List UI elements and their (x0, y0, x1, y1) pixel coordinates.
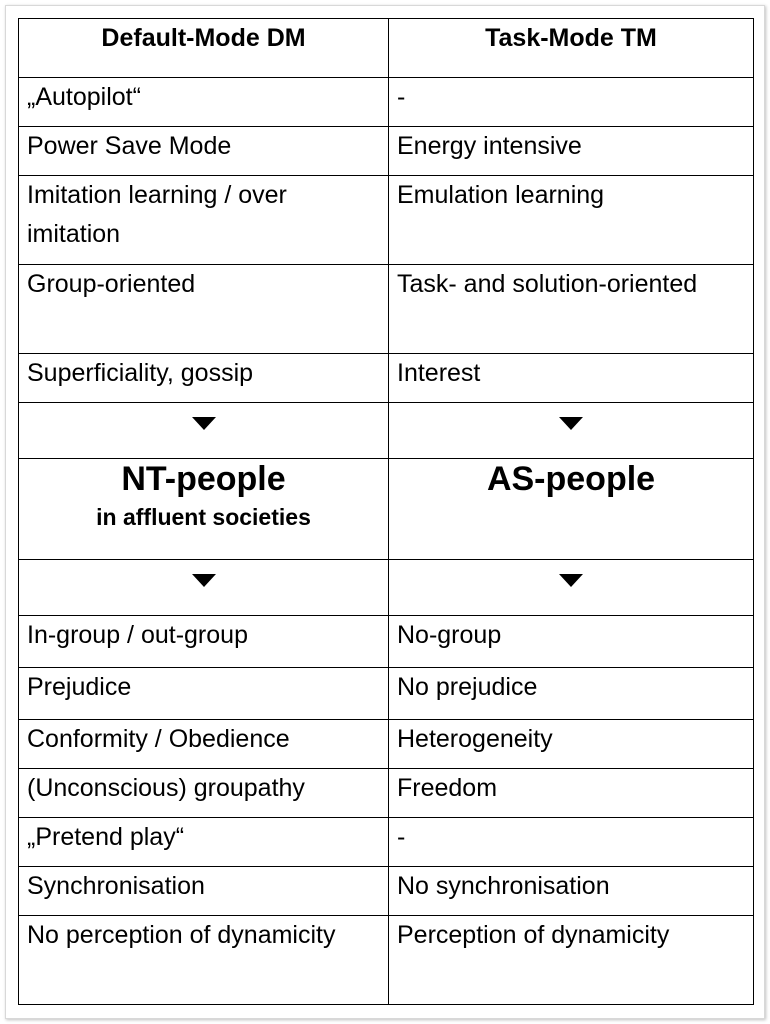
cell-left: Prejudice (19, 668, 389, 720)
group-title-nt: NT-people (121, 460, 286, 498)
table-row (19, 616, 754, 668)
cell-right: - (389, 78, 754, 127)
table-row (19, 668, 754, 720)
cell-left: Synchronisation (19, 867, 389, 916)
cell-left: Conformity / Obedience (19, 720, 389, 769)
group-row (19, 459, 754, 560)
table-row (19, 867, 754, 916)
cell-left: Imitation learning / over imitation (19, 176, 389, 265)
cell-left: „Autopilot“ (19, 78, 389, 127)
cell-right: Interest (389, 354, 754, 403)
down-triangle-icon (559, 574, 583, 587)
cell-right: Task- and solution-oriented (389, 265, 754, 354)
cell-right: Freedom (389, 769, 754, 818)
cell-right: No prejudice (389, 668, 754, 720)
table-header-row (19, 19, 754, 78)
table-row (19, 818, 754, 867)
cell-left: Power Save Mode (19, 127, 389, 176)
table-row (19, 720, 754, 769)
cell-left: „Pretend play“ (19, 818, 389, 867)
cell-left: No perception of dynamicity (19, 916, 389, 1005)
cell-right: No synchronisation (389, 867, 754, 916)
group-nt-people (19, 459, 389, 560)
table-row (19, 176, 754, 265)
down-triangle-icon (559, 417, 583, 430)
group-as-people (389, 459, 754, 560)
arrow-cell-left (19, 560, 389, 616)
down-triangle-icon (192, 417, 216, 430)
arrow-cell-left (19, 403, 389, 459)
table-row (19, 354, 754, 403)
cell-left: Superficiality, gossip (19, 354, 389, 403)
down-triangle-icon (192, 574, 216, 587)
table-row (19, 265, 754, 354)
cell-right: Perception of dynamicity (389, 916, 754, 1005)
cell-right: Emulation learning (389, 176, 754, 265)
group-title-as: AS-people (486, 460, 656, 498)
cell-right: Energy intensive (389, 127, 754, 176)
table-row (19, 916, 754, 1005)
cell-right: No-group (389, 616, 754, 668)
header-task-mode: Task-Mode TM (389, 19, 754, 78)
arrow-row (19, 560, 754, 616)
cell-right: Heterogeneity (389, 720, 754, 769)
arrow-cell-right (389, 560, 754, 616)
table-row (19, 127, 754, 176)
arrow-row (19, 403, 754, 459)
table-row (19, 78, 754, 127)
cell-left: (Unconscious) groupathy (19, 769, 389, 818)
cell-right: - (389, 818, 754, 867)
group-subtitle-nt: in affluent societies (96, 504, 311, 530)
cell-left: In-group / out-group (19, 616, 389, 668)
arrow-cell-right (389, 403, 754, 459)
cell-left: Group-oriented (19, 265, 389, 354)
table-row (19, 769, 754, 818)
comparison-table (18, 18, 754, 1005)
header-default-mode: Default-Mode DM (19, 19, 389, 78)
